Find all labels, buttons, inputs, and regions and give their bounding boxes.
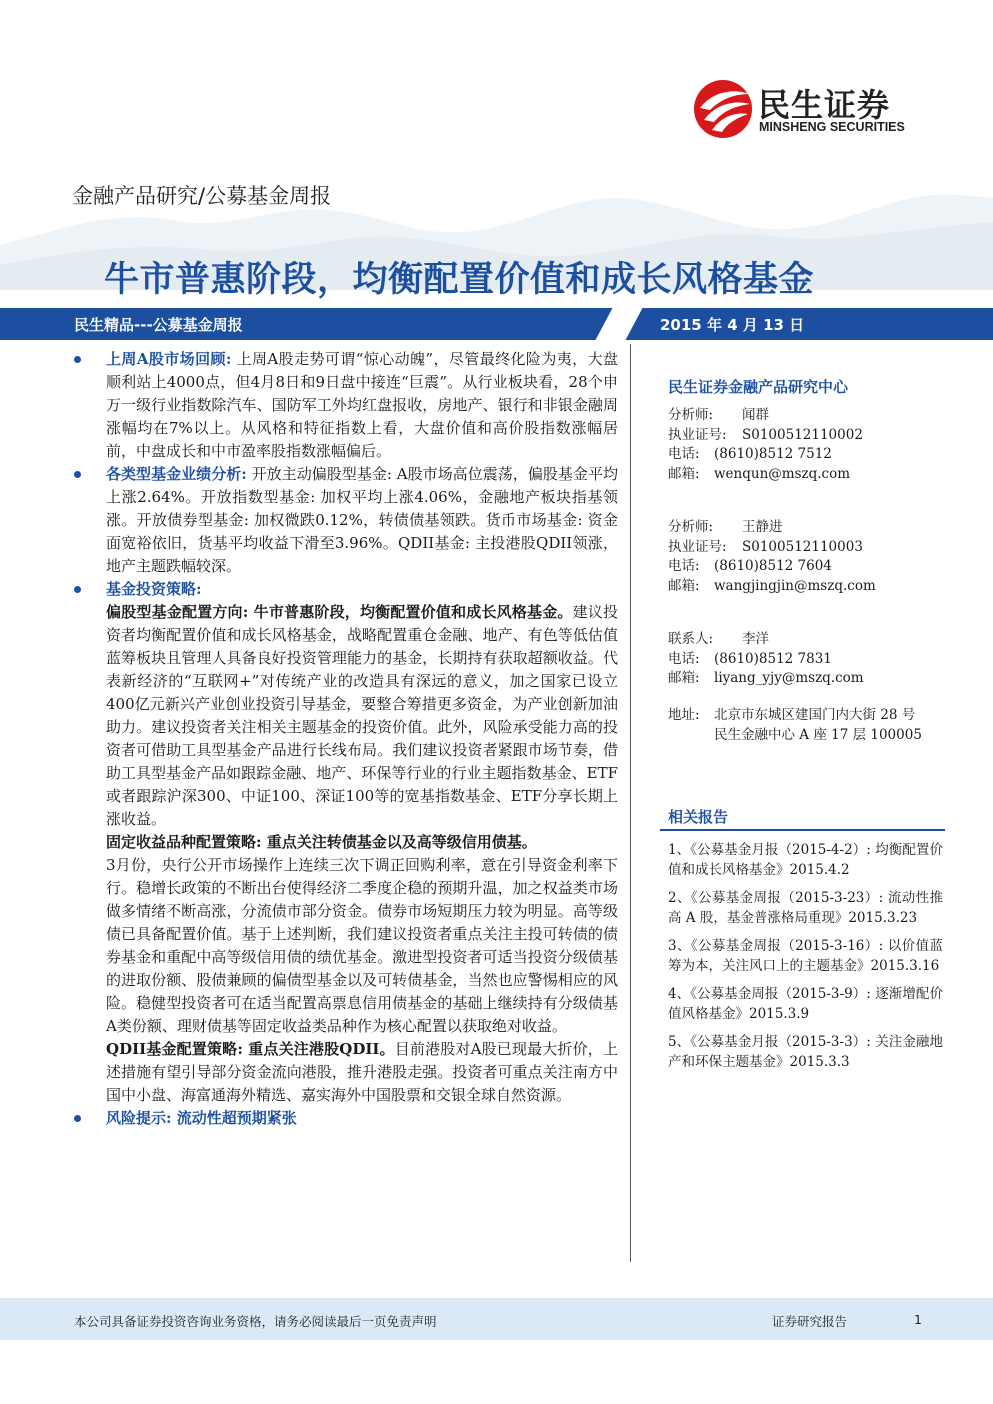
- contact-name: 李洋: [742, 631, 769, 647]
- footer-report-type: 证券研究报告: [772, 1314, 848, 1329]
- role-label: 联系人:: [668, 631, 714, 647]
- bullet-market-review: [72, 348, 618, 463]
- report-title: 牛市普惠阶段，均衡配置价值和成长风格基金: [104, 260, 815, 300]
- bullet-dot-icon: [74, 586, 81, 593]
- analyst-1: [668, 406, 863, 484]
- related-report-item[interactable]: 5、《公募基金月报（2015-3-3）: 关注金融地产和环保主题基金》2015.3.3: [668, 1034, 943, 1070]
- bullet-heading: 各类型基金业绩分析:: [106, 465, 247, 483]
- strategy-qdii: [72, 1038, 618, 1107]
- bullet-dot-icon: [74, 356, 81, 363]
- address-line-1: 北京市东城区建国门内大街 28 号: [714, 707, 916, 723]
- address-line-2: 民生金融中心 A 座 17 层 100005: [714, 726, 922, 743]
- bullet-fund-performance: [72, 463, 618, 578]
- column-divider: [630, 344, 631, 1262]
- brand-name-en: MINSHENG SECURITIES: [759, 120, 905, 134]
- strategy-qdii-text: 目前港股对A股已现最大折价，上述措施有望引导部分资金流向港股，推升港股走强。投资者可重点关注南方中国中小盘、海富通海外精选、嘉实海外中国股票和交银全球自然资源。: [106, 1040, 618, 1104]
- bullet-text: 上周A股走势可谓“惊心动魄”，尽管最终化险为夷，大盘顺利站上4000点，但4月8日和9日盘中接连“巨震”。从行业板块看，28个申万一级行业指数除汽车、国防军工外均红盘报收，房地产、银行和非银金融周涨幅均在7%以上。从风格和特征指数上看，大盘价值和高价股指数涨幅居前，中盘成长和中市盈率股指数涨幅偏后。: [106, 350, 618, 460]
- strategy-fixed-income: [72, 831, 618, 1038]
- contact-person: [668, 630, 864, 689]
- role-label: 分析师:: [668, 407, 714, 423]
- strategy-equity-heading: 偏股型基金配置方向: 牛市普惠阶段，均衡配置价值和成长风格基金。: [106, 603, 573, 621]
- bullet-heading: 基金投资策略:: [106, 580, 202, 598]
- related-report-item[interactable]: 1、《公募基金月报（2015-4-2）: 均衡配置价值和成长风格基金》2015.4.2: [668, 842, 943, 878]
- related-report-item[interactable]: 2、《公募基金周报（2015-3-23）: 流动性推高 A 股，基金普涨格局重现》2015.3.23: [668, 890, 943, 926]
- phone-label: 电话:: [668, 558, 700, 574]
- research-center: 民生证券金融产品研究中心: [668, 378, 849, 396]
- footer-disclaimer: 本公司具备证券投资咨询业务资格，请务必阅读最后一页免责声明: [74, 1314, 437, 1329]
- strategy-fixed-income-heading: 固定收益品种配置策略: 重点关注转债基金以及高等级信用债基。: [106, 833, 537, 851]
- phone-label: 电话:: [668, 446, 700, 462]
- analyst-name: 闻群: [742, 407, 769, 423]
- analyst-cert: S0100512110003: [742, 538, 863, 555]
- cert-label: 执业证号:: [668, 426, 727, 443]
- related-report-item[interactable]: 3、《公募基金周报（2015-3-16）: 以价值蓝筹为本，关注风口上的主题基金》2015.3.16: [668, 938, 943, 974]
- address-block: [668, 706, 922, 745]
- related-report-item[interactable]: 4、《公募基金周报（2015-3-9）: 逐渐增配价值风格基金》2015.3.9: [668, 986, 943, 1022]
- email-label: 邮箱:: [668, 670, 700, 686]
- contact-email[interactable]: liyang_yjy@mszq.com: [714, 670, 864, 686]
- bullet-risk: [72, 1107, 618, 1130]
- analyst-name: 王静进: [742, 519, 783, 535]
- strategy-equity: [72, 601, 618, 831]
- bullet-dot-icon: [74, 471, 81, 478]
- bullet-strategy: [72, 578, 618, 601]
- related-reports-list: [668, 840, 943, 1080]
- bullet-heading: 风险提示: 流动性超预期紧张: [106, 1109, 297, 1127]
- bullet-heading: 上周A股市场回顾:: [106, 350, 232, 368]
- brand-name-cn: 民生证券: [758, 86, 891, 124]
- email-label: 邮箱:: [668, 577, 700, 594]
- report-category: 金融产品研究/公募基金周报: [72, 184, 332, 208]
- role-label: 分析师:: [668, 519, 714, 535]
- contact-phone: (8610)8512 7831: [714, 650, 832, 667]
- analyst-phone: (8610)8512 7604: [714, 558, 832, 574]
- banner-series: 民生精品---公募基金周报: [74, 316, 243, 334]
- analyst-email[interactable]: wenqun@mszq.com: [714, 465, 851, 482]
- analyst-email[interactable]: wangjingjin@mszq.com: [714, 577, 876, 594]
- bullet-dot-icon: [74, 1115, 81, 1122]
- phone-label: 电话:: [668, 650, 700, 667]
- page-number: 1: [914, 1312, 922, 1327]
- address-label: 地址:: [668, 707, 700, 723]
- brand-logo: [692, 78, 932, 142]
- analyst-cert: S0100512110002: [742, 426, 863, 443]
- email-label: 邮箱:: [668, 465, 700, 482]
- strategy-equity-text: 建议投资者均衡配置价值和成长风格基金，战略配置重仓金融、地产、有色等低估值蓝筹板块且管理人具备良好投资管理能力的基金，长期持有获取超额收益。代表新经济的“互联网+”对传统产业的改造具有深远的意义，加之国家已设立400亿元新兴产业创业投资引导基金，要整合筹措更多资金，为产业创新加油助力。建议投资者关注相关主题基金的投资价值。此外，风险承受能力高的投资者可借助工具型基金产品进行长线布局。我们建议投资者紧跟市场节奏，借助工具型基金产品如跟踪金融、地产、环保等行业的行业主题指数基金、ETF或者跟踪沪深300、中证100、深证100等的宽基指数基金、ETF分享长期上涨收益。: [106, 603, 618, 828]
- strategy-qdii-heading: QDII基金配置策略: 重点关注港股QDII。: [106, 1040, 395, 1058]
- analyst-2: [668, 518, 876, 596]
- related-reports-title: 相关报告: [668, 808, 729, 826]
- minsheng-swirl-logo-icon: [692, 78, 754, 140]
- strategy-fixed-income-text: 3月份，央行公开市场操作上连续三次下调正回购利率，意在引导资金利率下行。稳增长政策的不断出台使得经济二季度企稳的预期升温，加之权益类市场做多情绪不断高涨，分流债市部分资金。债券市场短期压力较为明显。高等级债已具备配置价值。基于上述判断，我们建议投资者重点关注主投可转债的债券基金和重配中高等级信用债的绩优基金。激进型投资者可适当投资分级债基的进取份额、股债兼顾的偏债型基金以及可转债基金，当然也应警惕相应的风险。稳健型投资者可在适当配置高票息信用债基金的基础上继续持有分级债基A类份额、理财债基等固定收益类品种作为核心配置以获取绝对收益。: [106, 856, 618, 1035]
- analyst-phone: (8610)8512 7512: [714, 446, 832, 462]
- banner-date: 2015 年 4 月 13 日: [660, 316, 805, 334]
- main-body: [72, 348, 618, 1130]
- cert-label: 执业证号:: [668, 538, 727, 555]
- related-reports-rule: [660, 829, 945, 831]
- bullet-text: 开放主动偏股型基金: A股市场高位震荡，偏股基金平均上涨2.64%。开放指数型基金: 加权平均上涨4.06%，金融地产板块指基领涨。开放债券型基金: 加权微跌0.12%，转债债基领跌。货币市场基金: 资金面宽裕依旧，货基平均收益下滑至3.96%。QDII基金: 主投港股QDII领涨，地产主题跌幅较深。: [106, 465, 618, 575]
